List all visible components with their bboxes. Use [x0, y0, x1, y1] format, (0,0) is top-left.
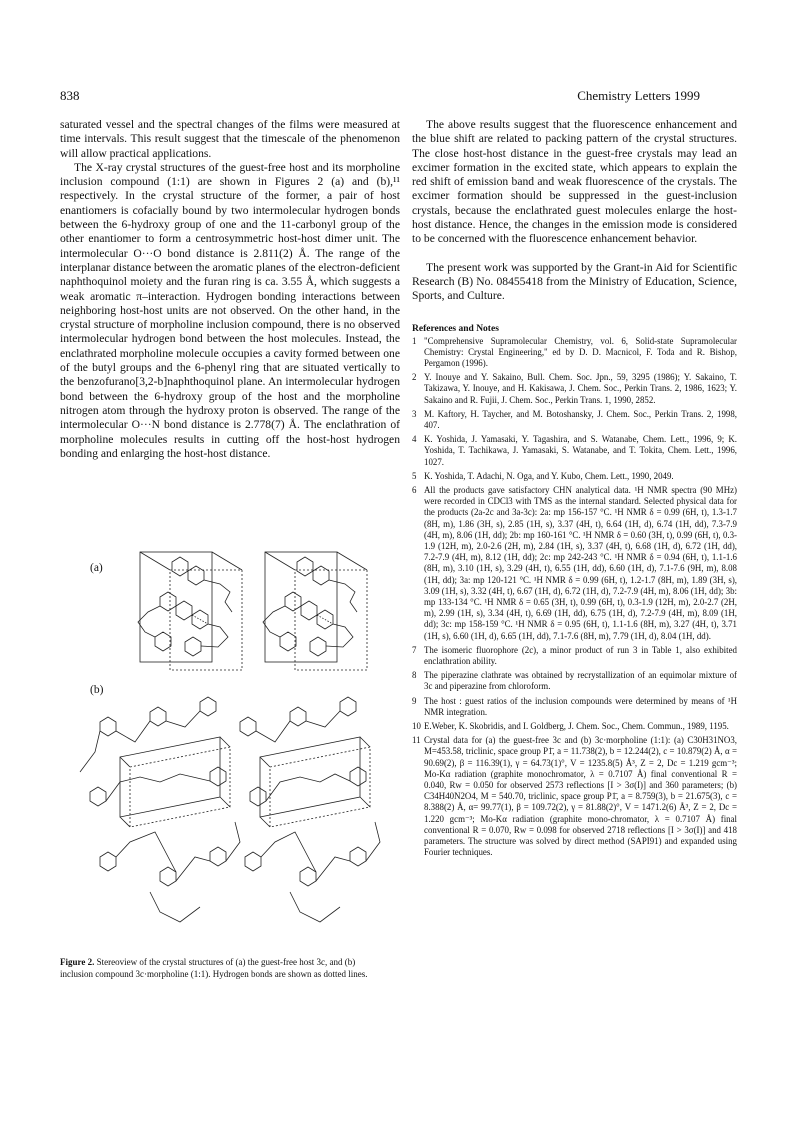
reference-item	[412, 471, 737, 482]
reference-number: 8	[412, 670, 417, 681]
figure-label-b: (b)	[90, 684, 104, 696]
reference-text: The isomeric fluorophore (2c), a minor product of run 3 in Table 1, also exhibited enclathration ability.	[424, 644, 737, 667]
reference-item	[412, 409, 737, 431]
reference-text: The piperazine clathrate was obtained by recrystallization of an equimolar mixture of 3c and piperazine from chloroform.	[424, 670, 737, 692]
figure-caption-text: Stereoview of the crystal structures of (a) the guest-free host 3c, and (b) inclusion compound 3c·morpholine (1:1). Hydrogen bonds are shown as dotted lines.	[60, 957, 368, 979]
figure-label-a: (a)	[90, 562, 103, 574]
figure-caption-label: Figure 2.	[60, 957, 95, 967]
reference-number: 10	[412, 721, 421, 732]
reference-number: 11	[412, 735, 421, 746]
reference-text: Y. Inouye and Y. Sakaino, Bull. Chem. Soc. Jpn., 59, 3295 (1986); Y. Sakaino, T. Takizawa, Y. Inouye, and H. Kakisawa, J. Chem. Soc., Perkin Trans. 2, 1986, 1623; Y. Sakaino and R. Fujii, J. Chem. Soc., Perkin Trans. 1, 1990, 2852.	[424, 372, 737, 405]
reference-number: 9	[412, 695, 417, 706]
reference-number: 3	[412, 408, 417, 419]
reference-number: 5	[412, 470, 417, 481]
reference-text: Crystal data for (a) the guest-free 3c and (b) 3c·morpholine (1:1): (a) C30H31NO3, M=453.58, triclinic, space group P1̄, a = 11.738(2), b = 12.244(2), c = 10.879(2) Å, α = 90.69(2), β = 116.39(1), γ = 64.73(1)°, V = 1235.8(5) Å³, Z = 2, Dc = 1.219 gcm⁻³; Mo-Kα radiation (graphite monochromator, λ = 0.7107 Å) final conventional R = 0.040, Rw = 0.050 for observed 2573 reflections [I > 3σ(I)] and 360 parameters; (b) C34H40N2O4, M = 540.70, triclinic, space group P1̄, a = 8.759(3), b = 21.675(3), c = 8.388(2) Å, α= 99.77(1), β = 109.72(2), γ = 81.88(2)°, V = 1471.2(6) Å³, Z = 2, Dc = 1.220 gcm⁻³; Mo-Kα radiation (graphite mono-chromator, λ = 0.7107 Å) final conventional R = 0.070, Rw = 0.098 for observed 2718 reflections [I > 3σ(I)] and 418 parameters. The structure was solved by direct method (SAPI91) and expanded using Fourier techniques.	[424, 735, 737, 858]
references-list	[412, 336, 737, 859]
reference-item	[412, 434, 737, 468]
reference-text: All the products gave satisfactory CHN analytical data. ¹H NMR spectra (90 MHz) were recorded in CDCl3 with TMS as the internal standard. Selected physical data for the products (2a-2c and 3a-3c): 2a: mp 156-157 °C. ¹H NMR δ = 0.99 (6H, t), 1.3-1.7 (8H, m), 1.86 (3H, s), 2.85 (1H, s), 3.37 (4H, t), 6.64 (1H, d), 6.74 (1H, dd), 7.3-7.9 (4H, m), 8.06 (1H, dd); 2b: mp 160-161 °C. ¹H NMR δ = 0.60 (3H, t), 0.99 (6H, t), 0.3-1.9 (12H, m), 2.0-2.6 (2H, m), 2.84 (1H, s), 3.37 (4H, t), 6.68 (1H, d), 6.72 (1H, dd), 7.2-7.9 (4H, m), 8.12 (1H, dd); 2c: mp 242-243 °C. ¹H NMR δ = 0.94 (6H, t), 1.1-1.6 (8H, m), 3.10 (1H, s), 3.29 (4H, t), 6.55 (1H, dd), 6.60 (1H, d), 7.1-7.6 (9H, m), 8.08 (1H, dd); 3a: mp 120-121 °C. ¹H NMR δ = 0.99 (6H, t), 1.2-1.7 (8H, m), 1.89 (3H, s), 3.09 (1H, s), 3.32 (4H, t), 6.67 (1H, d), 6.72 (1H, d), 7.2-7.9 (4H, m), 8.06 (1H, dd); 3b: mp 133-134 °C. ¹H NMR δ = 0.65 (3H, t), 0.99 (6H, t), 0.3-1.9 (12H, m), 2.0-2.7 (2H, m), 2.99 (1H, s), 3.34 (4H, t), 6.69 (1H, dd), 6.75 (1H, d), 7.2-7.9 (4H, m), 8.09 (1H, dd); 3c: mp 158-159 °C. ¹H NMR δ = 0.95 (6H, t), 1.1-1.6 (8H, m), 3.27 (4H, t), 3.71 (1H, s), 6.60 (1H, d), 6.65 (1H, dd), 7.1-7.6 (8H, m), 7.79 (1H, d), 8.04 (1H, dd).	[424, 485, 737, 641]
reference-item	[412, 645, 737, 667]
reference-item	[412, 696, 737, 718]
reference-item	[412, 721, 737, 732]
reference-item	[412, 372, 737, 406]
stereoview-b-image	[60, 682, 400, 952]
reference-text: The host : guest ratios of the inclusion compounds were determined by means of ¹H NMR integration.	[424, 695, 737, 717]
figure-caption	[60, 957, 380, 980]
figure-2	[60, 542, 400, 952]
left-paragraph-2: The X-ray crystal structures of the guest-free host and its morpholine inclusion compound (1:1) are shown in Figures 2 (a) and (b),¹¹ respectively. In the crystal structure of the former, a pair of host enantiomers is cofacially bound by two intermolecular hydrogen bonds between the 6-hydroxy group of one and the 11-carbonyl group of the other enantiomer to form a centrosymmetric host-host dimer unit. The intermolecular O···O bond distance is 2.811(2) Å. The range of the interplanar distance between the aromatic planes of the electron-deficient naphthoquinol moiety and the furan ring is ca. 3.55 Å, which suggests a weak aromatic π–interaction. Hydrogen bonding interactions between neighboring host-host units are not observed. On the other hand, in the crystal structure of morpholine inclusion compound, there is no observed intermolecular hydrogen bond between the host molecules. Instead, the enclathrated morpholine molecule occupies a cavity formed between one of the butyl groups and the 6-phenyl ring that are situated vertically to the benzofurano[3,2-b]naphthoquinol plane. An intermolecular hydrogen bond between the 6-hydroxy group of the host and the morpholine nitrogen atom through the hydroxy proton is observed. The range of the intermolecular O···N bond distance is 2.778(7) Å. The enclathration of morpholine molecules results in cutting off the host-host hydrogen bonding and enlarging the host-host distance.	[60, 160, 400, 460]
reference-item	[412, 485, 737, 642]
right-column	[412, 118, 737, 862]
stereoview-a-image	[60, 542, 400, 677]
acknowledgment-paragraph: The present work was supported by the Grant-in Aid for Scientific Research (B) No. 08455418 from the Ministry of Education, Science, Sports, and Culture.	[412, 260, 737, 303]
journal-header: Chemistry Letters 1999	[577, 88, 700, 103]
reference-number: 1	[412, 335, 417, 346]
page-number: 838	[60, 88, 80, 103]
reference-number: 7	[412, 644, 417, 655]
right-paragraph-1: The above results suggest that the fluorescence enhancement and the blue shift are related to packing pattern of the crystal structures. The close host-host distance in the guest-free crystals may lead an excimer formation in the excited state, which appears to explain the red shift of emission band and weak fluorescence of the crystals. The excimer formation should be suppressed in the guest-inclusion crystals, because the enclathrated guest molecules enlarge the host-host distance. Hence, the changes in the emission mode is considered to be concerned with the fluorescence enhancement behavior.	[412, 118, 737, 246]
reference-text: M. Kaftory, H. Taycher, and M. Botoshansky, J. Chem. Soc., Perkin Trans. 2, 1998, 407.	[424, 408, 737, 430]
left-paragraph-1: saturated vessel and the spectral changes of the films were measured at time intervals. This result suggest that the timescale of the phenomenon will allow practical applications.	[60, 118, 400, 160]
reference-text: K. Yoshida, J. Yamasaki, Y. Tagashira, and S. Watanabe, Chem. Lett., 1996, 9; K. Yoshida, T. Tachikawa, J. Yamasaki, S. Watanabe, and T. Tokita, Chem. Lett., 1996, 1027.	[424, 434, 737, 467]
reference-item	[412, 336, 737, 370]
reference-item	[412, 735, 737, 858]
reference-text: K. Yoshida, T. Adachi, N. Oga, and Y. Kubo, Chem. Lett., 1990, 2049.	[424, 470, 674, 481]
reference-number: 4	[412, 434, 417, 445]
reference-number: 6	[412, 485, 417, 495]
reference-text: E.Weber, K. Skobridis, and I. Goldberg, J. Chem. Soc., Chem. Commun., 1989, 1195.	[424, 721, 729, 732]
reference-text: "Comprehensive Supramolecular Chemistry, vol. 6, Solid-state Supramolecular Chemistry: Crystal Engineering," ed by D. D. Macnicol, F. Toda and R. Bishop, Pergamon (1996).	[424, 335, 737, 368]
reference-item	[412, 670, 737, 692]
references-heading: References and Notes	[412, 323, 499, 334]
left-column	[60, 118, 400, 461]
reference-number: 2	[412, 372, 417, 383]
